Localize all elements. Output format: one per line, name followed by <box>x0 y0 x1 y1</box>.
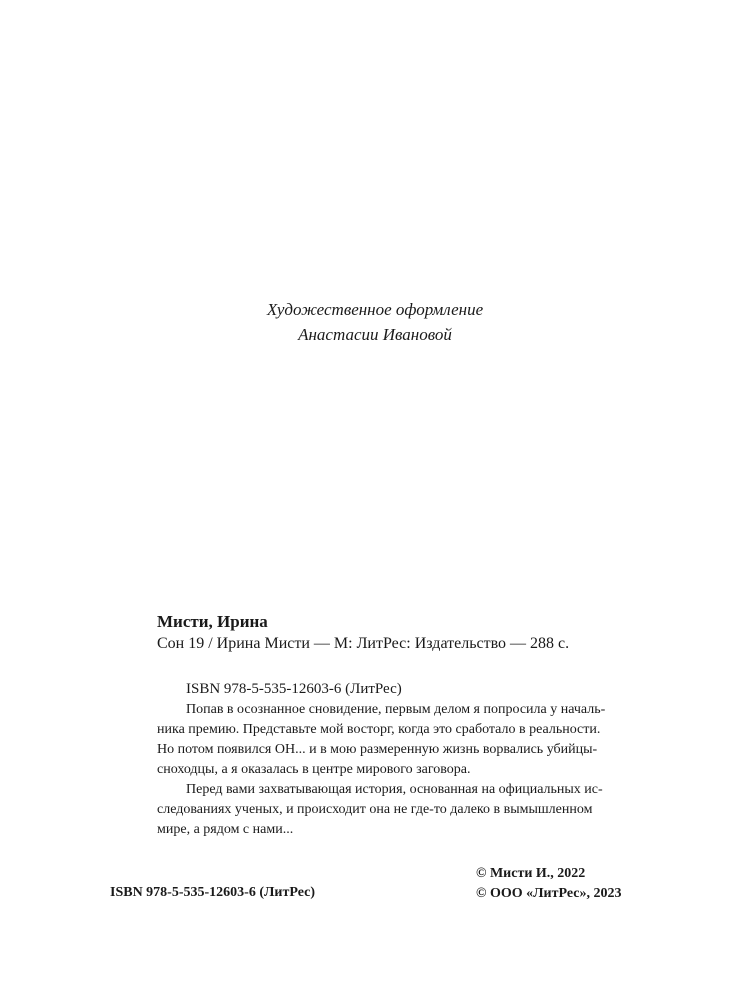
annotation-line: Попав в осознанное сновидение, первым делом я попросила у началь- <box>186 702 606 717</box>
footer-isbn: ISBN 978-5-535-12603-6 (ЛитРес) <box>110 885 315 900</box>
catalog-record <box>157 611 617 655</box>
annotation-line: сноходцы, а я оказалась в центре мирового заговора. <box>157 762 471 777</box>
copyright-author: © Мисти И., 2022 <box>476 866 586 881</box>
annotation-line: ника премию. Представьте мой восторг, когда это сработало в реальности. <box>157 722 601 737</box>
annotation-line: Перед вами захватывающая история, основанная на официальных ис- <box>186 782 603 797</box>
catalog-author: Мисти, Ирина <box>157 612 268 631</box>
annotation <box>157 700 607 840</box>
copyright-block <box>476 864 621 904</box>
art-design-credit-name: Анастасии Ивановой <box>298 325 452 344</box>
annotation-line: следованиях ученых, и происходит она не где-то далеко в вымышленном <box>157 802 593 817</box>
catalog-isbn: ISBN 978-5-535-12603-6 (ЛитРес) <box>186 681 402 697</box>
annotation-line: мире, а рядом с нами... <box>157 822 294 837</box>
art-design-credit-title: Художественное оформление <box>266 300 484 319</box>
catalog-bibliographic-description: Сон 19 / Ирина Мисти — М: ЛитРес: Издательство — 288 с. <box>157 635 570 652</box>
annotation-line: Но потом появился ОН... и в мою размеренную жизнь ворвались убийцы- <box>157 742 598 757</box>
copyright-publisher: © ООО «ЛитРес», 2023 <box>476 886 622 901</box>
